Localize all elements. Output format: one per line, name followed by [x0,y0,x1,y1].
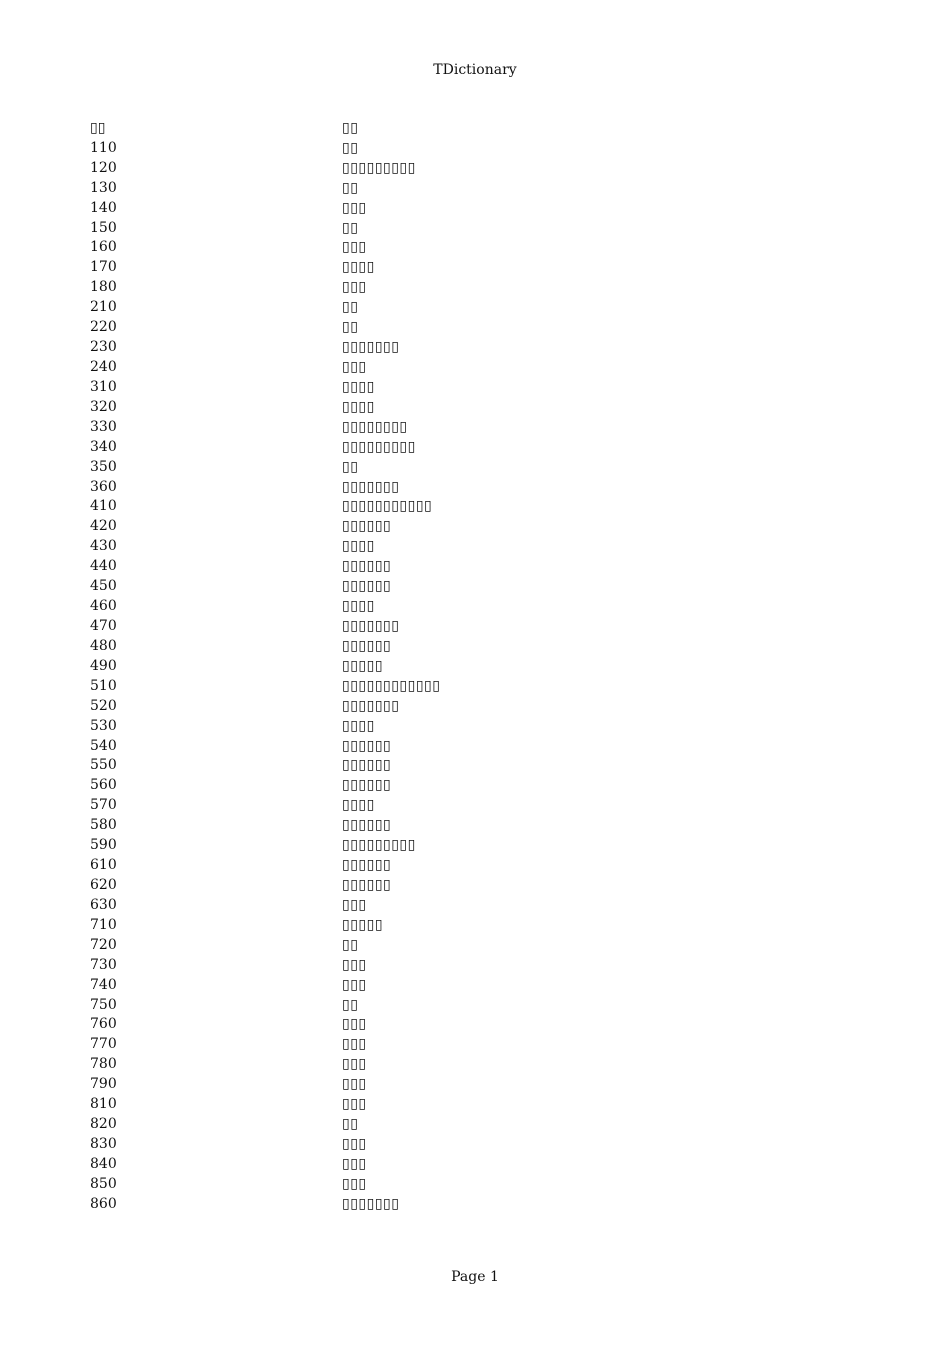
table-row [90,955,650,975]
column-header-name: ▯▯ [342,119,359,136]
cell-code: 490 [90,657,117,674]
cell-name: ▯▯▯ [342,1175,367,1192]
cell-name: ▯▯▯▯▯▯ [342,817,392,834]
cell-name: ▯▯▯▯▯▯ [342,876,392,893]
table-row [90,576,650,596]
table-row [90,1054,650,1074]
cell-code: 360 [90,478,117,495]
table-row [90,1034,650,1054]
table-row [90,1114,650,1134]
cell-name: ▯▯▯ [342,896,367,913]
cell-code: 420 [90,518,117,535]
table-row [90,915,650,935]
table-row [90,178,650,198]
cell-code: 820 [90,1116,117,1133]
cell-code: 160 [90,239,117,256]
cell-name: ▯▯▯▯▯▯ [342,777,392,794]
cell-code: 480 [90,637,117,654]
cell-code: 450 [90,578,117,595]
cell-code: 860 [90,1195,117,1212]
table-row [90,1074,650,1094]
cell-name: ▯▯▯▯ [342,717,375,734]
cell-name: ▯▯ [342,219,359,236]
cell-name: ▯▯▯▯▯▯▯▯ [342,418,408,435]
table-row [90,1154,650,1174]
dictionary-table [90,118,650,1214]
cell-name: ▯▯▯ [342,199,367,216]
cell-code: 520 [90,697,117,714]
cell-name: ▯▯▯▯▯▯ [342,637,392,654]
cell-code: 770 [90,1036,117,1053]
table-row [90,337,650,357]
cell-name: ▯▯▯▯ [342,378,375,395]
cell-name: ▯▯▯▯ [342,797,375,814]
table-row [90,218,650,238]
table-row [90,1134,650,1154]
cell-code: 620 [90,876,117,893]
table-row [90,775,650,795]
cell-name: ▯▯ [342,179,359,196]
table-row [90,1014,650,1034]
cell-code: 170 [90,259,117,276]
cell-code: 120 [90,159,117,176]
table-row [90,417,650,437]
table-row [90,158,650,178]
table-row [90,257,650,277]
cell-name: ▯▯ [342,996,359,1013]
table-row [90,815,650,835]
table-row [90,317,650,337]
cell-code: 610 [90,857,117,874]
cell-name: ▯▯▯▯ [342,598,375,615]
table-row [90,397,650,417]
cell-code: 730 [90,956,117,973]
cell-code: 630 [90,896,117,913]
cell-code: 240 [90,359,117,376]
cell-code: 440 [90,558,117,575]
cell-name: ▯▯▯▯▯▯▯▯▯ [342,837,416,854]
cell-name: ▯▯▯▯▯▯▯ [342,339,400,356]
table-row [90,676,650,696]
table-row [90,736,650,756]
cell-code: 560 [90,777,117,794]
cell-name: ▯▯▯ [342,1135,367,1152]
table-row [90,1194,650,1214]
cell-code: 760 [90,1016,117,1033]
table-row [90,497,650,517]
cell-code: 110 [90,139,117,156]
cell-code: 410 [90,498,117,515]
cell-name: ▯▯▯▯▯▯▯ [342,697,400,714]
cell-name: ▯▯ [342,299,359,316]
cell-code: 350 [90,458,117,475]
table-row [90,855,650,875]
table-row [90,875,650,895]
cell-name: ▯▯▯▯▯▯ [342,857,392,874]
table-row [90,935,650,955]
cell-name: ▯▯ [342,139,359,156]
cell-name: ▯▯▯▯▯ [342,916,384,933]
cell-name: ▯▯▯ [342,1056,367,1073]
table-row [90,1174,650,1194]
cell-name: ▯▯▯ [342,956,367,973]
cell-name: ▯▯▯▯ [342,259,375,276]
cell-code: 430 [90,538,117,555]
cell-name: ▯▯▯ [342,1016,367,1033]
table-row [90,198,650,218]
cell-name: ▯▯▯▯▯▯ [342,518,392,535]
table-row [90,536,650,556]
table-body [90,138,650,1214]
cell-name: ▯▯▯ [342,1076,367,1093]
cell-name: ▯▯▯▯ [342,398,375,415]
table-row [90,975,650,995]
table-row [90,238,650,258]
cell-code: 310 [90,378,117,395]
cell-code: 850 [90,1175,117,1192]
table-row [90,1094,650,1114]
cell-code: 830 [90,1135,117,1152]
table-row [90,437,650,457]
cell-name: ▯▯▯▯▯▯▯ [342,1195,400,1212]
cell-name: ▯▯▯▯▯▯▯▯▯▯▯ [342,498,433,515]
cell-name: ▯▯ [342,936,359,953]
table-row [90,138,650,158]
table-row [90,457,650,477]
cell-name: ▯▯▯▯▯▯▯▯▯ [342,438,416,455]
table-row [90,756,650,776]
cell-code: 320 [90,398,117,415]
cell-name: ▯▯▯ [342,976,367,993]
cell-code: 720 [90,936,117,953]
cell-name: ▯▯▯▯▯▯ [342,737,392,754]
page-title: TDictionary [433,62,517,78]
cell-code: 570 [90,797,117,814]
cell-code: 840 [90,1155,117,1172]
table-row [90,377,650,397]
table-row [90,895,650,915]
table-row [90,656,650,676]
cell-code: 470 [90,618,117,634]
cell-code: 550 [90,757,117,774]
cell-code: 510 [90,677,117,694]
cell-code: 580 [90,817,117,834]
table-row [90,795,650,815]
table-row [90,636,650,656]
cell-code: 540 [90,737,117,754]
cell-name: ▯▯▯▯▯▯ [342,757,392,774]
cell-name: ▯▯▯ [342,359,367,376]
cell-name: ▯▯▯ [342,1155,367,1172]
table-row [90,556,650,576]
cell-name: ▯▯▯ [342,1096,367,1113]
cell-code: 210 [90,299,117,316]
cell-code: 150 [90,219,117,236]
cell-name: ▯▯ [342,458,359,475]
column-header-code: ▯▯ [90,119,106,136]
cell-code: 790 [90,1076,117,1093]
table-row [90,696,650,716]
cell-code: 330 [90,418,117,435]
cell-name: ▯▯▯▯▯▯▯▯▯ [342,159,416,176]
cell-name: ▯▯▯▯ [342,538,375,555]
table-header-row [90,118,650,138]
page-number: Page 1 [451,1269,499,1285]
cell-code: 750 [90,996,117,1013]
cell-name: ▯▯▯ [342,279,367,296]
table-row [90,516,650,536]
cell-code: 220 [90,319,117,336]
table-row [90,995,650,1015]
cell-code: 130 [90,179,117,196]
cell-name: ▯▯▯▯▯ [342,657,384,674]
cell-code: 810 [90,1096,117,1113]
table-row [90,477,650,497]
cell-code: 460 [90,598,117,615]
cell-code: 780 [90,1056,117,1073]
cell-code: 230 [90,339,117,356]
cell-code: 530 [90,717,117,734]
cell-code: 590 [90,837,117,854]
cell-name: ▯▯▯▯▯▯▯ [342,478,400,495]
cell-name: ▯▯▯ [342,239,367,256]
cell-code: 340 [90,438,117,455]
cell-code: 710 [90,916,117,933]
table-row [90,716,650,736]
table-row [90,835,650,855]
cell-name: ▯▯ [342,1116,359,1133]
cell-name: ▯▯ [342,319,359,336]
cell-code: 180 [90,279,117,296]
table-row [90,616,650,636]
cell-name: ▯▯▯▯▯▯ [342,558,392,575]
cell-name: ▯▯▯▯▯▯▯ [342,618,400,634]
cell-code: 740 [90,976,117,993]
table-row [90,357,650,377]
cell-code: 140 [90,199,117,216]
table-row [90,277,650,297]
table-row [90,596,650,616]
cell-name: ▯▯▯ [342,1036,367,1053]
cell-name: ▯▯▯▯▯▯▯▯▯▯▯▯ [342,677,441,694]
table-row [90,297,650,317]
cell-name: ▯▯▯▯▯▯ [342,578,392,595]
